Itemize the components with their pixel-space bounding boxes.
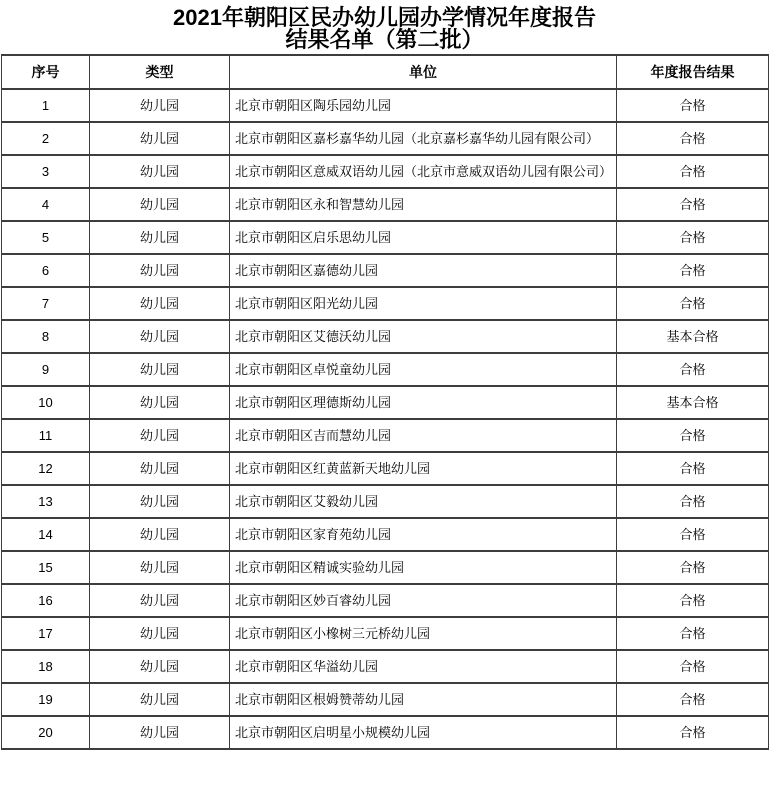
- cell-type: 幼儿园: [90, 551, 230, 584]
- cell-serial-number: 2: [2, 122, 90, 155]
- cell-serial-number: 13: [2, 485, 90, 518]
- table-row: [2, 122, 769, 155]
- table-row: [2, 353, 769, 386]
- cell-unit-name: 北京市朝阳区意威双语幼儿园（北京市意威双语幼儿园有限公司）: [230, 155, 617, 188]
- cell-unit-name: 北京市朝阳区陶乐园幼儿园: [230, 89, 617, 122]
- table-row: [2, 617, 769, 650]
- cell-serial-number: 14: [2, 518, 90, 551]
- cell-type: 幼儿园: [90, 122, 230, 155]
- table-row: [2, 320, 769, 353]
- cell-unit-name: 北京市朝阳区阳光幼儿园: [230, 287, 617, 320]
- cell-serial-number: 17: [2, 617, 90, 650]
- cell-serial-number: 4: [2, 188, 90, 221]
- header-type: 类型: [90, 55, 230, 89]
- cell-serial-number: 12: [2, 452, 90, 485]
- cell-type: 幼儿园: [90, 353, 230, 386]
- cell-type: 幼儿园: [90, 320, 230, 353]
- cell-type: 幼儿园: [90, 452, 230, 485]
- cell-serial-number: 9: [2, 353, 90, 386]
- cell-serial-number: 6: [2, 254, 90, 287]
- table-row: [2, 452, 769, 485]
- cell-type: 幼儿园: [90, 650, 230, 683]
- page-title: [0, 0, 769, 51]
- cell-type: 幼儿园: [90, 617, 230, 650]
- header-report-result: 年度报告结果: [617, 55, 769, 89]
- cell-unit-name: 北京市朝阳区卓悦童幼儿园: [230, 353, 617, 386]
- cell-report-result: 合格: [617, 518, 769, 551]
- cell-unit-name: 北京市朝阳区嘉杉嘉华幼儿园（北京嘉杉嘉华幼儿园有限公司）: [230, 122, 617, 155]
- cell-type: 幼儿园: [90, 221, 230, 254]
- cell-unit-name: 北京市朝阳区妙百睿幼儿园: [230, 584, 617, 617]
- cell-report-result: 合格: [617, 617, 769, 650]
- cell-report-result: 合格: [617, 485, 769, 518]
- cell-type: 幼儿园: [90, 287, 230, 320]
- cell-serial-number: 16: [2, 584, 90, 617]
- table-row: [2, 716, 769, 749]
- cell-report-result: 合格: [617, 89, 769, 122]
- table-row: [2, 485, 769, 518]
- cell-report-result: 合格: [617, 419, 769, 452]
- report-table: [1, 54, 769, 750]
- table-row: [2, 518, 769, 551]
- header-serial-number: 序号: [2, 55, 90, 89]
- cell-unit-name: 北京市朝阳区小橡树三元桥幼儿园: [230, 617, 617, 650]
- cell-report-result: 合格: [617, 254, 769, 287]
- cell-unit-name: 北京市朝阳区精诚实验幼儿园: [230, 551, 617, 584]
- cell-unit-name: 北京市朝阳区理德斯幼儿园: [230, 386, 617, 419]
- cell-serial-number: 20: [2, 716, 90, 749]
- table-row: [2, 419, 769, 452]
- cell-type: 幼儿园: [90, 683, 230, 716]
- cell-serial-number: 15: [2, 551, 90, 584]
- table-row: [2, 584, 769, 617]
- cell-report-result: 合格: [617, 287, 769, 320]
- cell-report-result: 合格: [617, 551, 769, 584]
- cell-type: 幼儿园: [90, 188, 230, 221]
- cell-serial-number: 11: [2, 419, 90, 452]
- cell-serial-number: 1: [2, 89, 90, 122]
- cell-type: 幼儿园: [90, 584, 230, 617]
- cell-unit-name: 北京市朝阳区根姆赞蒂幼儿园: [230, 683, 617, 716]
- cell-unit-name: 北京市朝阳区艾德沃幼儿园: [230, 320, 617, 353]
- cell-report-result: 合格: [617, 353, 769, 386]
- cell-report-result: 合格: [617, 650, 769, 683]
- cell-unit-name: 北京市朝阳区华溢幼儿园: [230, 650, 617, 683]
- cell-report-result: 合格: [617, 683, 769, 716]
- cell-unit-name: 北京市朝阳区启明星小规模幼儿园: [230, 716, 617, 749]
- cell-type: 幼儿园: [90, 155, 230, 188]
- cell-report-result: 合格: [617, 452, 769, 485]
- title-line-1: 2021年朝阳区民办幼儿园办学情况年度报告: [173, 5, 596, 30]
- cell-serial-number: 10: [2, 386, 90, 419]
- cell-serial-number: 18: [2, 650, 90, 683]
- header-unit: 单位: [230, 55, 617, 89]
- cell-unit-name: 北京市朝阳区嘉德幼儿园: [230, 254, 617, 287]
- cell-report-result: 合格: [617, 155, 769, 188]
- cell-report-result: 基本合格: [617, 386, 769, 419]
- cell-type: 幼儿园: [90, 485, 230, 518]
- cell-serial-number: 3: [2, 155, 90, 188]
- cell-unit-name: 北京市朝阳区红黄蓝新天地幼儿园: [230, 452, 617, 485]
- title-line-2: 结果名单（第二批）: [285, 27, 484, 52]
- cell-serial-number: 5: [2, 221, 90, 254]
- table-row: [2, 650, 769, 683]
- cell-report-result: 合格: [617, 584, 769, 617]
- table-row: [2, 254, 769, 287]
- cell-unit-name: 北京市朝阳区艾毅幼儿园: [230, 485, 617, 518]
- cell-serial-number: 19: [2, 683, 90, 716]
- cell-type: 幼儿园: [90, 386, 230, 419]
- table-row: [2, 221, 769, 254]
- cell-type: 幼儿园: [90, 89, 230, 122]
- cell-report-result: 基本合格: [617, 320, 769, 353]
- cell-type: 幼儿园: [90, 254, 230, 287]
- cell-report-result: 合格: [617, 188, 769, 221]
- table-header-row: [2, 55, 769, 89]
- cell-unit-name: 北京市朝阳区吉而慧幼儿园: [230, 419, 617, 452]
- cell-unit-name: 北京市朝阳区永和智慧幼儿园: [230, 188, 617, 221]
- table-row: [2, 155, 769, 188]
- table-row: [2, 188, 769, 221]
- cell-type: 幼儿园: [90, 419, 230, 452]
- cell-unit-name: 北京市朝阳区启乐思幼儿园: [230, 221, 617, 254]
- cell-report-result: 合格: [617, 716, 769, 749]
- cell-report-result: 合格: [617, 122, 769, 155]
- table-row: [2, 89, 769, 122]
- table-row: [2, 386, 769, 419]
- cell-report-result: 合格: [617, 221, 769, 254]
- cell-type: 幼儿园: [90, 518, 230, 551]
- cell-serial-number: 8: [2, 320, 90, 353]
- cell-serial-number: 7: [2, 287, 90, 320]
- cell-type: 幼儿园: [90, 716, 230, 749]
- cell-unit-name: 北京市朝阳区家育苑幼儿园: [230, 518, 617, 551]
- table-row: [2, 287, 769, 320]
- table-row: [2, 683, 769, 716]
- table-row: [2, 551, 769, 584]
